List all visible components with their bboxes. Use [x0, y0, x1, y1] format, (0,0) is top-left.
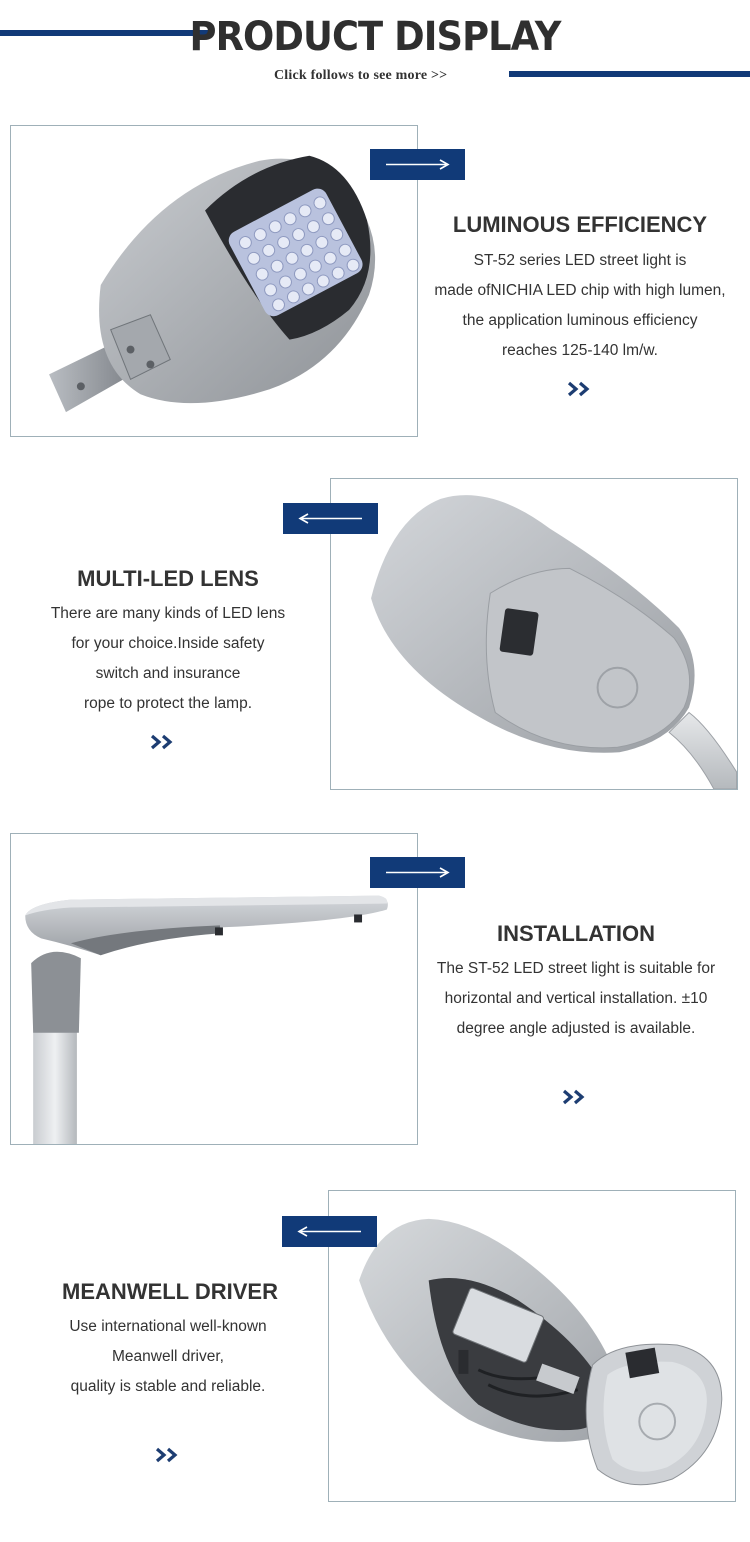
- text-line: degree angle adjusted is available.: [456, 1020, 696, 1037]
- arrow-right-icon: [370, 857, 465, 888]
- double-chevron-right-icon[interactable]: [154, 1446, 180, 1464]
- text-line: rope to protect the lamp.: [83, 695, 252, 712]
- page-subtitle[interactable]: Click follows to see more >>: [274, 68, 448, 83]
- text-line: quality is stable and reliable.: [70, 1378, 266, 1395]
- text-line: Use international well-known: [69, 1318, 267, 1335]
- section-text-lens: [20, 599, 316, 719]
- section-text-luminous: [420, 246, 740, 366]
- section-text-installation: [418, 954, 734, 1044]
- text-line: Meanwell driver,: [112, 1348, 224, 1365]
- section-text-driver: [20, 1312, 316, 1402]
- product-image-side-view: [10, 833, 418, 1145]
- street-light-top-view-illustration: [11, 126, 417, 436]
- product-image-top-view: [10, 125, 418, 437]
- arrow-left-icon: [282, 1216, 377, 1247]
- text-line: switch and insurance: [95, 665, 241, 682]
- street-light-back-view-illustration: [331, 479, 737, 789]
- product-image-back-view: [330, 478, 738, 790]
- arrow-left-icon: [283, 503, 378, 534]
- product-image-open-view: [328, 1190, 736, 1502]
- text-line: reaches 125-140 lm/w.: [502, 342, 658, 359]
- section-title-luminous: LUMINOUS EFFICIENCY: [452, 212, 708, 237]
- header-right-rule: [509, 71, 750, 77]
- double-chevron-right-icon[interactable]: [566, 380, 592, 398]
- text-line: ST-52 series LED street light is: [473, 252, 687, 269]
- arrow-left-badge: [283, 503, 378, 534]
- double-chevron-right-icon[interactable]: [561, 1088, 587, 1106]
- street-light-open-driver-illustration: [329, 1191, 735, 1501]
- text-line: There are many kinds of LED lens: [50, 605, 286, 622]
- page-title: PRODUCT DISPLAY: [189, 14, 561, 60]
- text-line: the application luminous efficiency: [462, 312, 698, 329]
- arrow-right-icon: [370, 149, 465, 180]
- arrow-right-badge: [370, 857, 465, 888]
- arrow-right-badge: [370, 149, 465, 180]
- section-title-installation: INSTALLATION: [496, 921, 656, 946]
- text-line: for your choice.Inside safety: [71, 635, 265, 652]
- text-line: horizontal and vertical installation. ±10: [444, 990, 708, 1007]
- arrow-left-badge: [282, 1216, 377, 1247]
- section-title-driver: MEANWELL DRIVER: [62, 1279, 278, 1304]
- double-chevron-right-icon[interactable]: [149, 733, 175, 751]
- text-line: The ST-52 LED street light is suitable for: [436, 960, 716, 977]
- section-title-lens: MULTI-LED LENS: [77, 566, 259, 591]
- street-light-side-view-illustration: [11, 834, 417, 1144]
- text-line: made ofNICHIA LED chip with high lumen,: [434, 282, 726, 299]
